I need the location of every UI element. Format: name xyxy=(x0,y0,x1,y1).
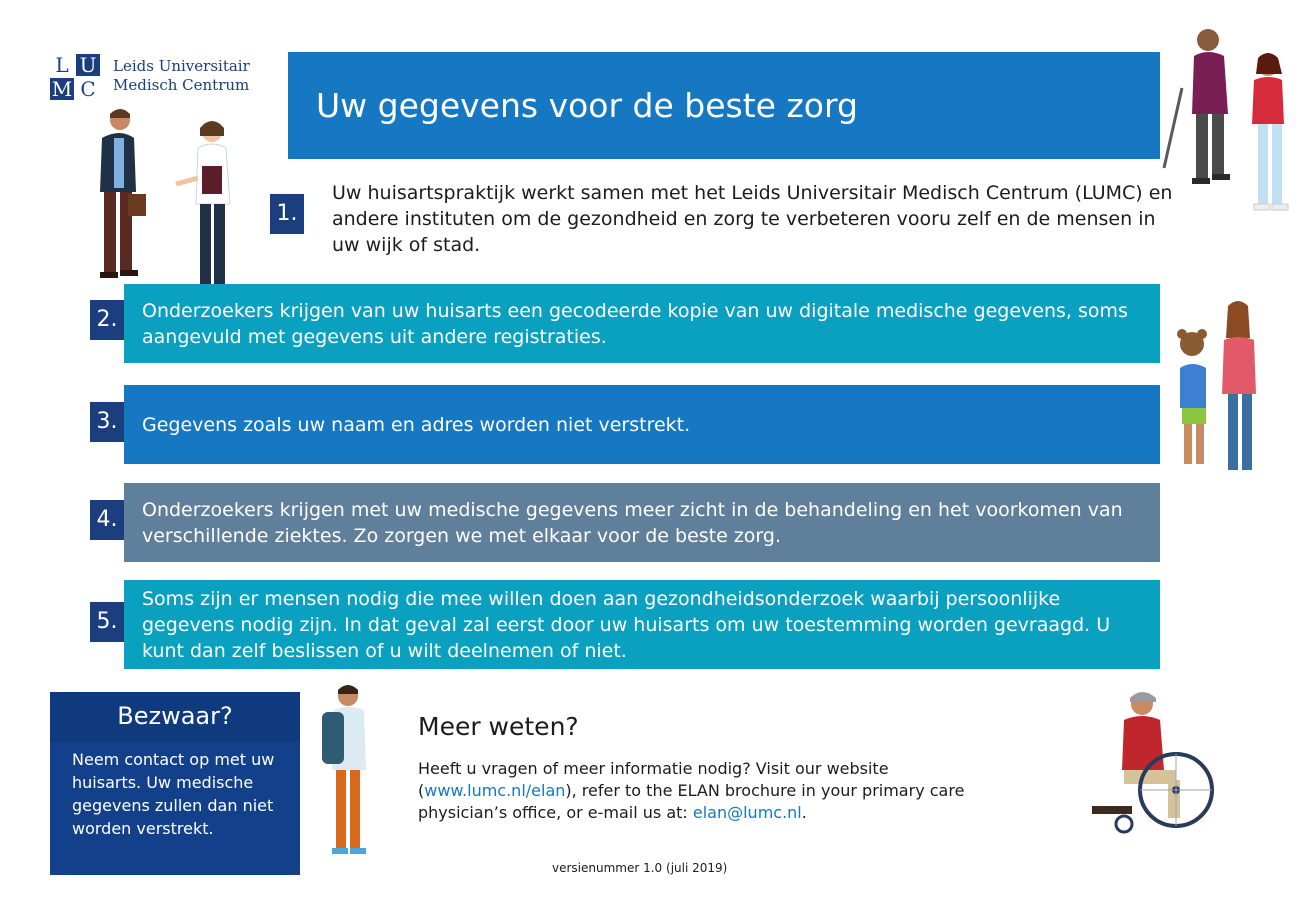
point-number-2: 2. xyxy=(90,300,124,340)
point-band-3 xyxy=(124,385,1160,464)
point-text-4: Onderzoekers krijgen met uw medische gegevens meer zicht in de behandeling en het voorkomen van verschillende ziektes. Zo zorgen we met elkaar voor de beste zorg. xyxy=(142,499,1123,547)
point-text-3: Gegevens zoals uw naam en adres worden niet verstrekt. xyxy=(142,414,691,436)
point-number-3: 3. xyxy=(90,402,124,442)
meer-weten-text-after: . xyxy=(801,803,807,822)
doctor-consultation-illustration xyxy=(90,108,250,300)
point-band-5 xyxy=(124,580,1160,669)
bezwaar-title: Bezwaar? xyxy=(117,702,233,730)
bezwaar-box xyxy=(50,692,300,875)
point-band-4 xyxy=(124,483,1160,562)
website-link[interactable]: www.lumc.nl/elan xyxy=(424,781,566,800)
page-title: Uw gegevens voor de beste zorg xyxy=(316,86,858,125)
logo-letter-m: M xyxy=(51,77,73,101)
bezwaar-text: Neem contact op met uw huisarts. Uw medische gegevens zullen dan niet worden verstrekt. xyxy=(72,750,275,838)
logo-line-2: Medisch Centrum xyxy=(113,76,250,94)
meer-weten-text-before: Heeft u vragen of meer informatie nodig? Visit our website ( xyxy=(418,759,889,800)
meer-weten-text-middle: ), refer to the ELAN brochure in your primary care physician’s office, or e-mail us at: xyxy=(418,781,965,822)
point-band-2 xyxy=(124,284,1160,363)
point-text-1: Uw huisartspraktijk werkt samen met het Leids Universitair Medisch Centrum (LUMC) en andere instituten om de gezondheid en zorg te verbeteren vooru zelf en de mensen in uw wijk of stad. xyxy=(332,182,1173,256)
version-number: versienummer 1.0 (juli 2019) xyxy=(552,861,728,875)
child-with-teddy-illustration xyxy=(1170,298,1270,486)
logo-wordmark xyxy=(113,57,250,95)
meer-weten-text xyxy=(418,758,1028,824)
logo-letter-c: C xyxy=(80,77,96,101)
logo-letter-l: L xyxy=(55,53,69,77)
point-number-1: 1. xyxy=(270,194,304,234)
logo-letter-u: U xyxy=(76,54,100,76)
lumc-logo xyxy=(50,54,102,100)
point-text-5: Soms zijn er mensen nodig die mee willen doen aan gezondheidsonderzoek waarbij persoonlijke gegevens nodig zijn. In dat geval zal eerst door uw huisarts om uw toestemming worden gevraagd. U kunt dan zelf beslissen of u wilt deelnemen of niet. xyxy=(142,588,1111,662)
wheelchair-user-illustration xyxy=(1084,688,1218,838)
point-number-4: 4. xyxy=(90,500,124,540)
title-banner xyxy=(288,52,1160,159)
logo-line-1: Leids Universitair xyxy=(113,57,250,75)
backpacker-illustration xyxy=(318,684,378,862)
point-number-5: 5. xyxy=(90,602,124,642)
meer-weten-title: Meer weten? xyxy=(418,712,579,741)
point-text-2: Onderzoekers krijgen van uw huisarts een gecodeerde kopie van uw digitale medische gegevens, soms aangevuld met gegevens uit andere registraties. xyxy=(142,300,1128,348)
email-link[interactable]: elan@lumc.nl xyxy=(692,803,802,822)
